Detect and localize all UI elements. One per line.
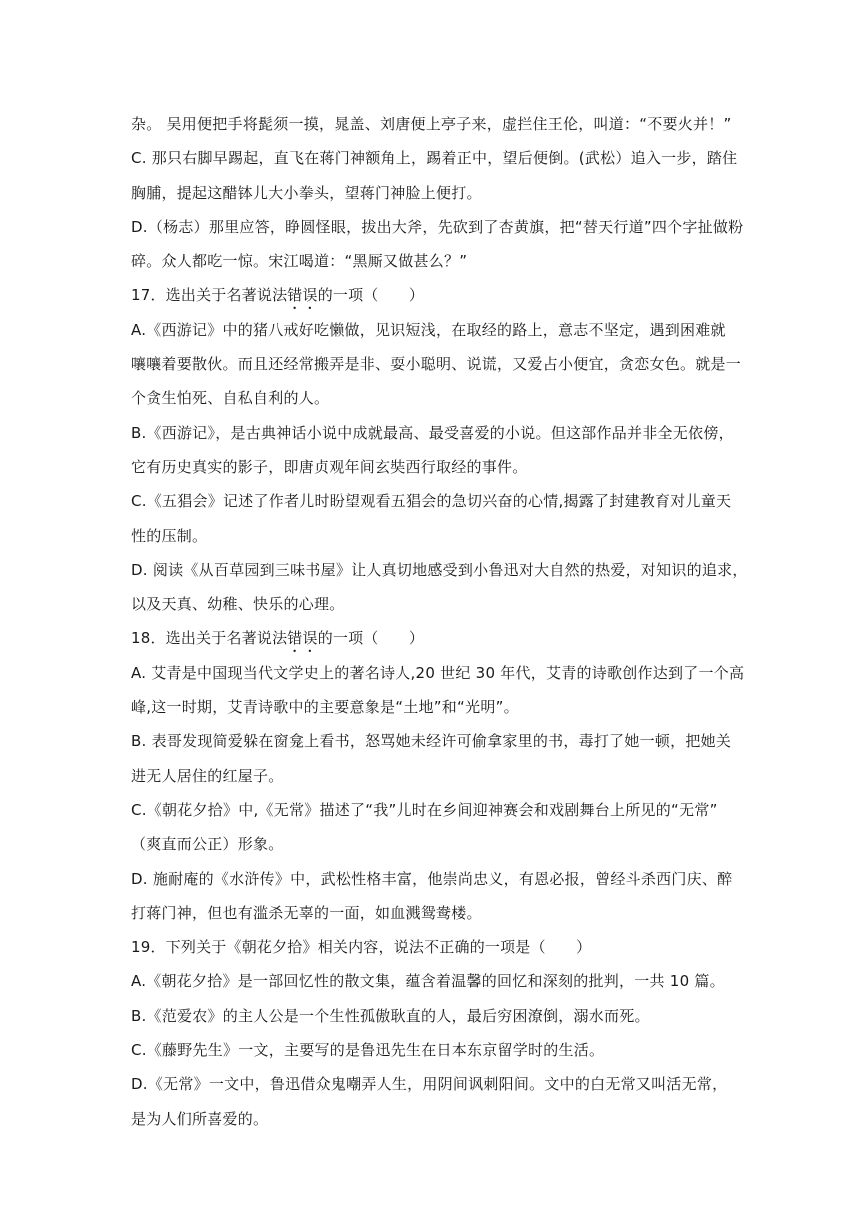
option-c-text: C. 那只右脚早踢起，直飞在蒋门神额角上，踢着正中，望后便倒。(武松）追入一步，踏住 [131,149,738,168]
option-d-text: D.《无常》一文中，鲁迅借众鬼嘲弄人生，用阴间讽刺阳间。文中的白无常又叫活无常， [131,1075,728,1094]
option-a-text: A.《西游记》中的猪八戒好吃懒做，见识短浅，在取经的路上，意志不坚定，遇到困难就 [131,320,726,339]
question-18-stem [131,621,733,655]
question-stem-text: 17．选出关于名著说法 [131,286,288,305]
question-stem-text: 的一项（ ） [317,629,425,648]
text-line: 杂。 吴用便把手将髭须一摸，晁盖、刘唐便上亭子来，虚拦住王伦，叫道：“不要火并！” [131,115,732,133]
text-line: 它有历史真实的影子，即唐贞观年间玄奘西行取经的事件。 [131,457,528,476]
text-line: 峰,这一时期，艾青诗歌中的主要意象是“土地”和“光明”。 [131,698,519,717]
option-b-text: B.《范爱农》的主人公是一个生性孤傲耿直的人，最后穷困潦倒，溺水而死。 [131,1006,650,1025]
option-c-text: C.《藤野先生》一文，主要写的是鲁迅先生在日本东京留学时的生活。 [131,1041,605,1060]
text-line: （爽直而公正）形象。 [131,835,284,854]
question-19-stem: 19．下列关于《朝花夕拾》相关内容，说法不正确的一项是（ ） [131,938,592,957]
text-line: 嚷嚷着要散伙。而且还经常搬弄是非、耍小聪明、说谎，又爱占小便宜，贪恋女色。就是一 [131,355,742,374]
option-c-text: C.《朝花夕拾》中,《无常》描述了“我”儿时在乡间迎神赛会和戏剧舞台上所见的“无常” [131,800,718,819]
text-line: 胸脯，提起这醋钵儿大小拳头，望蒋门神脸上便打。 [131,183,482,202]
document-body [131,107,748,1136]
text-line: 是为人们所喜爱的。 [131,1109,269,1128]
option-b-text: B. 表哥发现简爱躲在窗龛上看书，怒骂她未经许可偷拿家里的书，毒打了她一顿，把她关 [131,732,732,751]
option-c-text: C.《五猖会》记述了作者儿时盼望观看五猖会的急切兴奋的心情,揭露了封建教育对儿童天 [131,492,732,511]
option-a-text: A.《朝花夕拾》是一部回忆性的散文集，蕴含着温馨的回忆和深刻的批判，一共 10 篇。 [131,972,725,991]
option-a-text: A. 艾青是中国现当代文学史上的著名诗人,20 世纪 30 年代，艾青的诗歌创作达到了一个高 [131,663,745,682]
text-line: 碎。众人都吃一惊。宋江喝道：“黑厮又做甚么？” [131,252,468,271]
option-d-text: D. 施耐庵的《水浒传》中，武松性格丰富，他崇尚忠义，有恩必报，曾经斗杀西门庆、醉 [131,869,733,888]
emphasized-word: 错误 [287,629,318,648]
text-line: 个贪生怕死、自私自利的人。 [131,389,330,408]
question-stem-text: 18．选出关于名著说法 [131,629,288,648]
text-line: 打蒋门神，但也有滥杀无辜的一面，如血溅鸳鸯楼。 [131,903,482,922]
option-b-text: B.《西游记》，是古典神话小说中成就最高、最受喜爱的小说。但这部作品并非全无依傍， [131,423,734,442]
question-17-stem [131,278,733,312]
option-d-text: D. 阅读《从百草园到三味书屋》让人真切地感受到小鲁迅对大自然的热爱，对知识的追求， [131,560,748,579]
text-line: 以及天真、幼稚、快乐的心理。 [131,595,345,614]
option-d-text: D.（杨志）那里应答，睁圆怪眼，拔出大斧，先砍到了杏黄旗，把“替天行道”四个字扯做粉 [131,217,744,236]
text-line: 性的压制。 [131,526,208,545]
text-line: 进无人居住的红屋子。 [131,766,284,785]
question-stem-text: 的一项（ ） [317,286,425,305]
emphasized-word: 错误 [287,286,318,305]
